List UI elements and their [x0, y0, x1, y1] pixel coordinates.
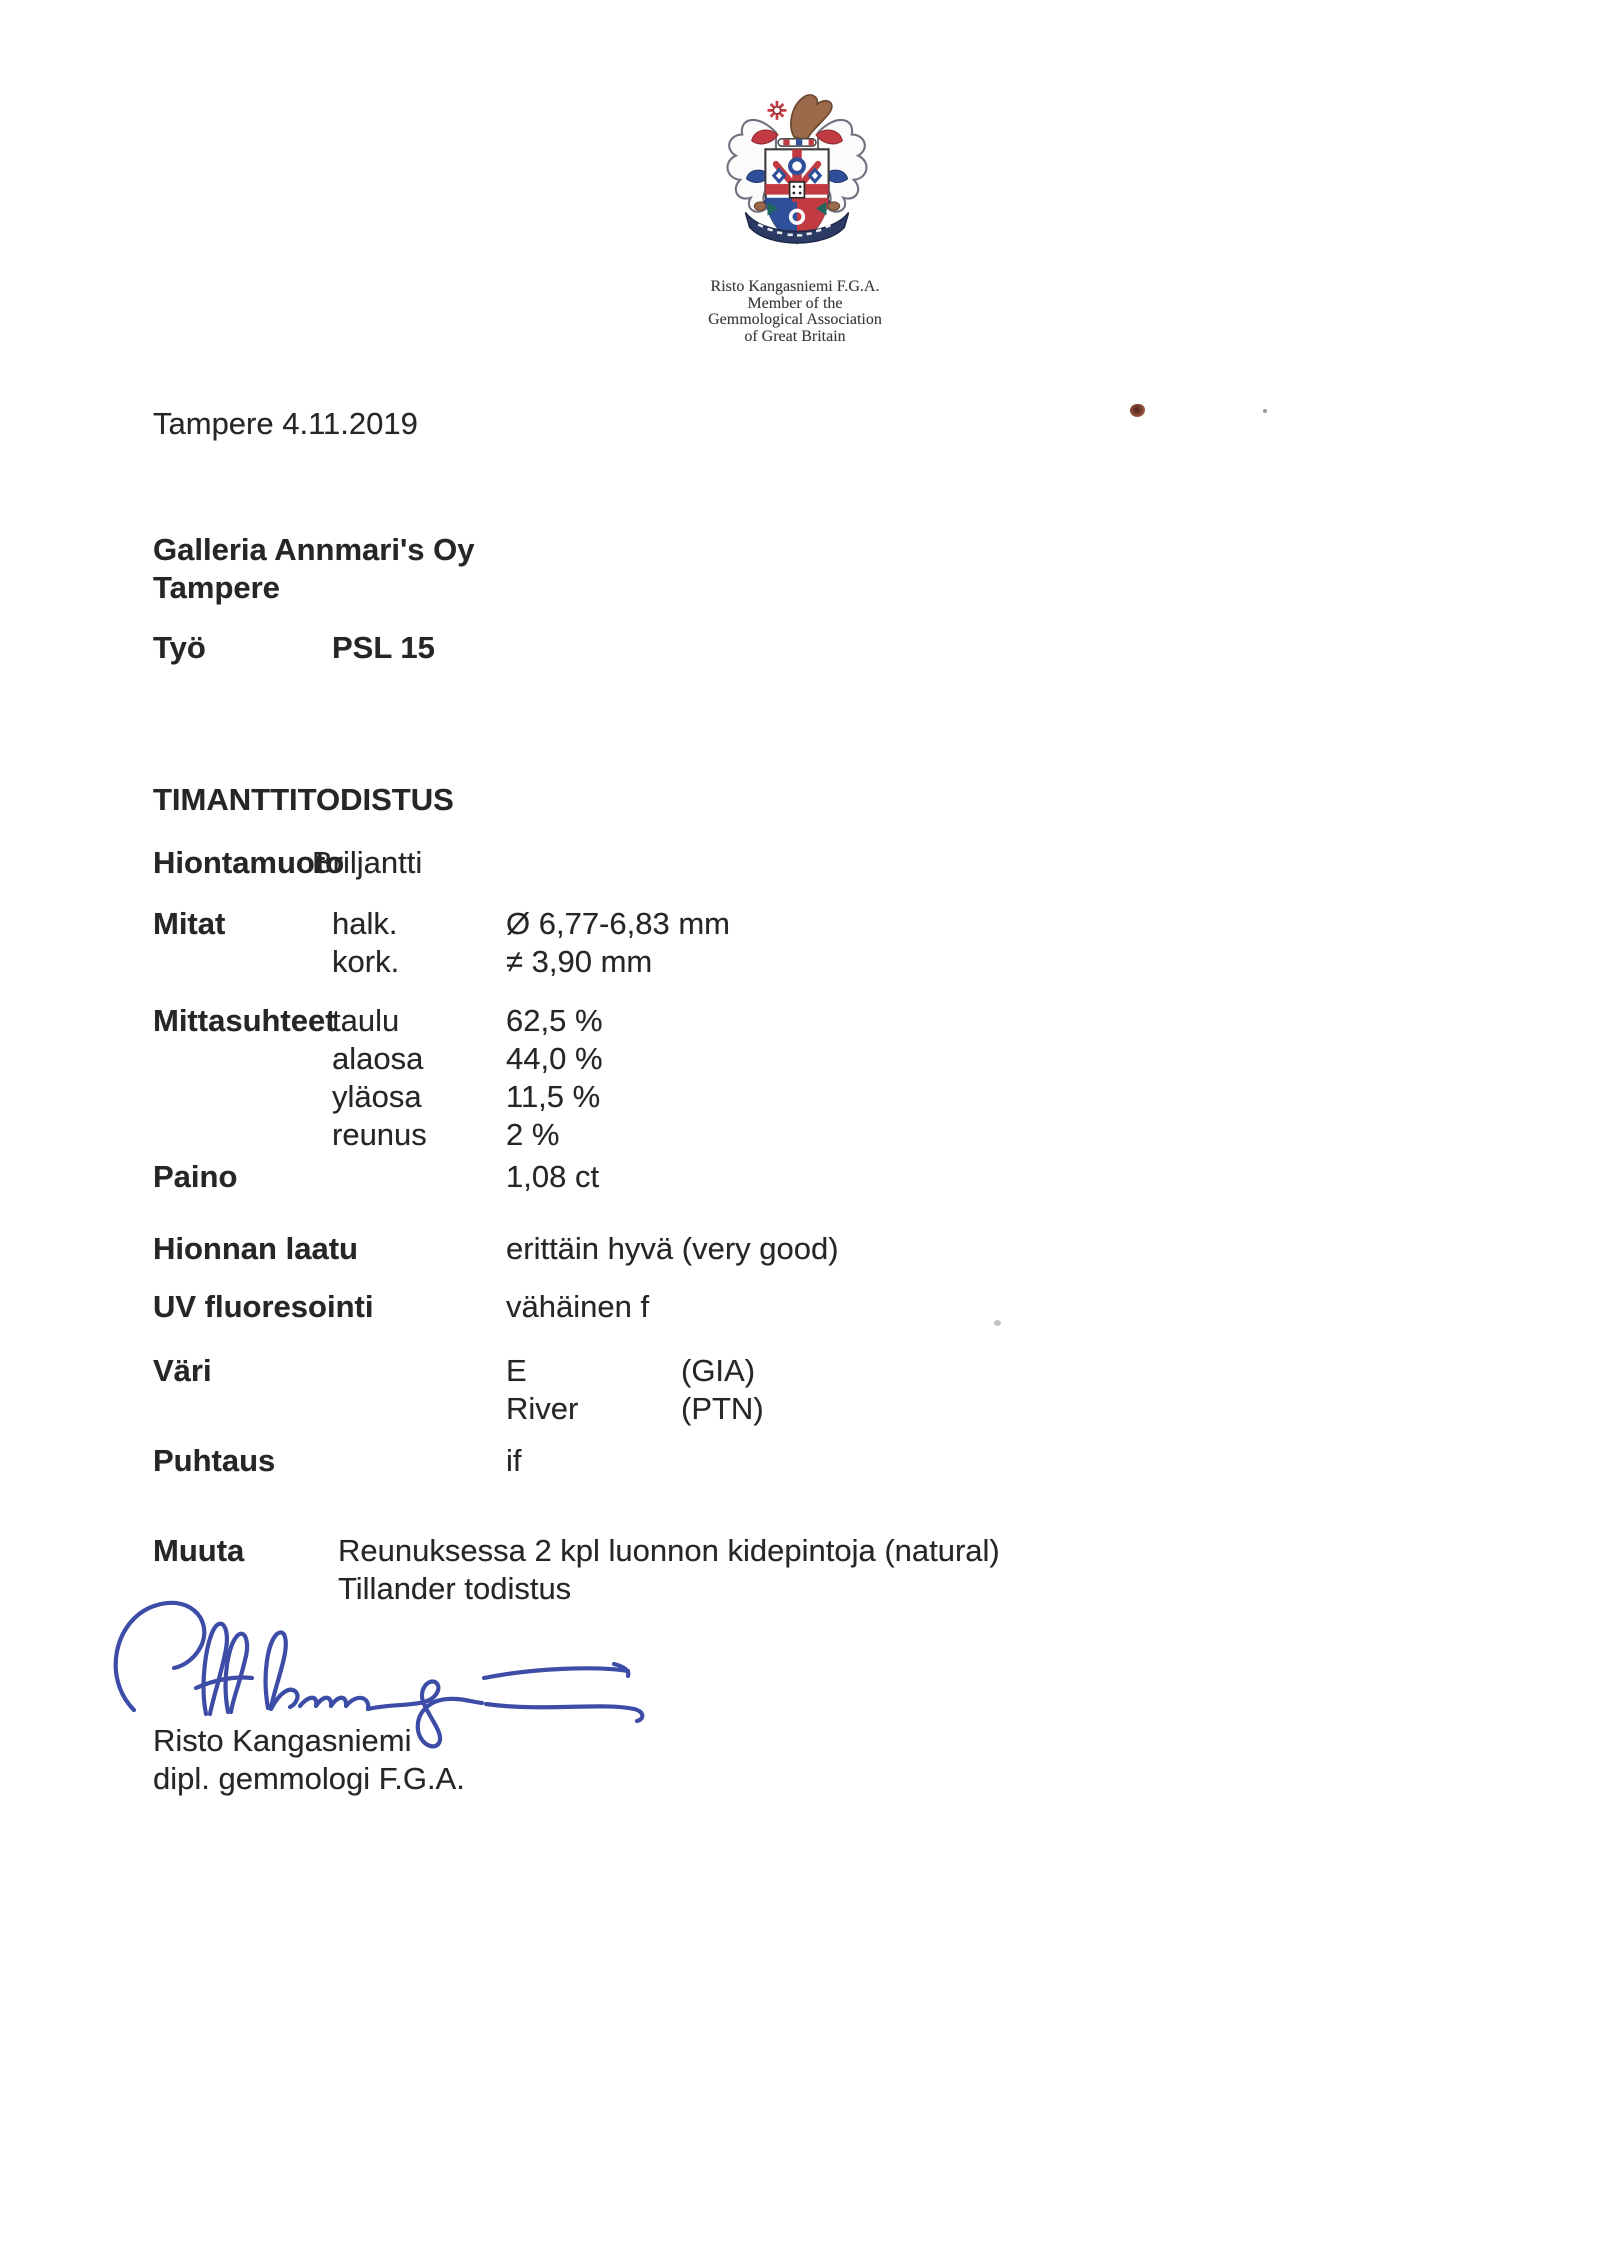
proportions-sub: taulu [332, 1003, 400, 1038]
cut-shape-label: Hiontamuoto [153, 845, 345, 880]
dimensions-value: Ø 6,77-6,83 mm [506, 906, 730, 941]
color-grade: E [506, 1353, 527, 1388]
dimensions-label: Mitat [153, 906, 226, 941]
weight-row [153, 1158, 1533, 1200]
dimensions-value: ≠ 3,90 mm [506, 944, 653, 979]
uv-fluorescence-value: vähäinen f [506, 1289, 650, 1324]
recipient-city-row [153, 569, 1533, 611]
job-label: Työ [153, 630, 206, 665]
cut-shape-value: Briljantti [312, 845, 423, 880]
proportions-sub: reunus [332, 1117, 427, 1152]
title-row [153, 781, 1533, 823]
recipient-name-row [153, 531, 1533, 573]
proportions-label: Mittasuhteet [153, 1003, 336, 1038]
letterhead-line: of Great Britain [744, 327, 846, 345]
proportions-sub: yläosa [332, 1079, 422, 1114]
signer-title: dipl. gemmologi F.G.A. [153, 1761, 465, 1796]
remarks-line: Reunuksessa 2 kpl luonnon kidepintoja (natural) [338, 1533, 1000, 1568]
color-system: (GIA) [681, 1353, 756, 1388]
color-row [153, 1352, 1533, 1394]
cut-quality-label: Hionnan laatu [153, 1231, 358, 1266]
proportions-row [153, 1116, 1533, 1158]
clarity-value: if [506, 1443, 522, 1478]
proportions-row [153, 1002, 1533, 1044]
signer-title-row [153, 1760, 1533, 1802]
uv-fluorescence-label: UV fluoresointi [153, 1289, 374, 1324]
gemmological-association-crest-icon [718, 88, 876, 278]
proportions-value: 2 % [506, 1117, 560, 1152]
weight-value: 1,08 ct [506, 1159, 600, 1194]
dimensions-sub: kork. [332, 944, 400, 979]
clarity-label: Puhtaus [153, 1443, 276, 1478]
proportions-value: 62,5 % [506, 1003, 603, 1038]
cut-quality-value: erittäin hyvä (very good) [506, 1231, 839, 1266]
remarks-line: Tillander todistus [338, 1571, 572, 1606]
letterhead-line: Member of the [747, 294, 843, 312]
signer-name-row [153, 1722, 1533, 1764]
letterhead-line: Gemmological Association [708, 311, 882, 328]
job-value: PSL 15 [332, 630, 435, 665]
cut-shape-row [153, 844, 1533, 886]
job-row [153, 629, 1533, 671]
signer-name: Risto Kangasniemi [153, 1723, 412, 1758]
cut-quality-row [153, 1230, 1533, 1272]
proportions-row [153, 1078, 1533, 1120]
dimensions-row [153, 905, 1533, 947]
proportions-value: 44,0 % [506, 1041, 603, 1076]
letterhead-text [678, 279, 912, 345]
remarks-label: Muuta [153, 1533, 245, 1568]
date-line: Tampere 4.11.2019 [153, 406, 418, 441]
uv-fluorescence-row [153, 1288, 1533, 1330]
color-system: (PTN) [681, 1391, 764, 1426]
color-grade: River [506, 1391, 579, 1426]
weight-label: Paino [153, 1159, 238, 1194]
color-label: Väri [153, 1353, 212, 1388]
proportions-sub: alaosa [332, 1041, 424, 1076]
dimensions-sub: halk. [332, 906, 398, 941]
letterhead-line: Risto Kangasniemi F.G.A. [710, 278, 880, 295]
recipient-city: Tampere [153, 570, 280, 605]
proportions-value: 11,5 % [506, 1079, 601, 1114]
date-row [153, 405, 1533, 447]
proportions-row [153, 1040, 1533, 1082]
recipient-name: Galleria Annmari's Oy [153, 532, 475, 567]
dimensions-row [153, 943, 1533, 985]
remarks-row [153, 1532, 1533, 1574]
color-row [153, 1390, 1533, 1432]
document-title: TIMANTTITODISTUS [153, 782, 454, 817]
clarity-row [153, 1442, 1533, 1484]
